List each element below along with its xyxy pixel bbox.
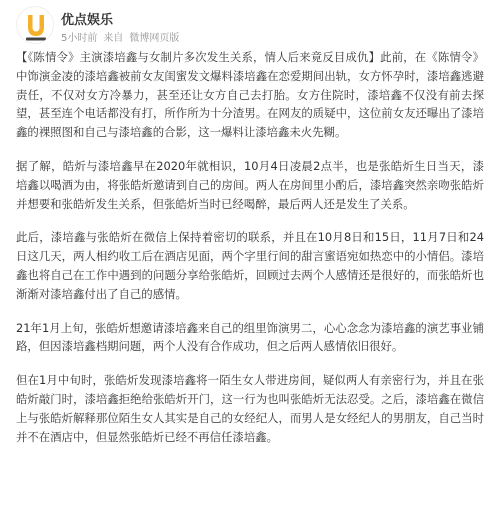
- paragraph-1: [16, 48, 484, 142]
- post-content: [16, 48, 484, 461]
- paragraph-1-text: 此前，在《陈情令》中饰演金凌的漆培鑫被前女友闺蜜发文爆料漆培鑫在恋爱期间出轨，女方怀孕时，漆培鑫逃避责任，不仅对女方冷暴力，甚至还让女方自己去打胎。女方住院时，漆培鑫不仅没有前去探望，甚至连个电话都没有打，所作所为十分渣男。在网友的质疑中，这位前女友还曝出了漆培鑫的裸照图和自己与漆培鑫的合影，这一爆料让漆培鑫未火先糊。: [16, 50, 484, 140]
- paragraph-5: 但在1月中旬时，张皓炘发现漆培鑫将一陌生女人带进房间，疑似两人有亲密行为，并且在张皓炘敲门时，漆培鑫拒绝给张皓炘开门，这一行为也叫张皓炘无法忍受。之后，漆培鑫在微信上与张皓炘解释那位陌生女人其实是自己的女经纪人，而男人是女经纪人的男朋友，自己当时并不在酒店中，但显然张皓炘已经不再信任漆培鑫。: [16, 373, 484, 444]
- author-name[interactable]: 优点娱乐: [61, 13, 114, 28]
- author-avatar[interactable]: [16, 6, 54, 44]
- post-header: [16, 6, 484, 46]
- source-prefix: 来自: [103, 33, 124, 44]
- headline: 【《陈情令》主演漆培鑫与女制片多次发生关系，情人后来竟反目成仇】: [16, 50, 381, 64]
- paragraph-3: 此后，漆培鑫与张皓炘在微信上保持着密切的联系，并且在10月8日和15日，11月7日和24日这几天，两人相约收工后在酒店见面，两个字里行间的甜言蜜语宛如热恋中的小情侣。漆培鑫也将自己在工作中遇到的问题分享给张皓炘，回顾过去两个人感情还是很好的，而张皓炘也渐渐对漆培鑫付出了自己的感情。: [16, 230, 484, 301]
- paragraph-4: 21年1月上旬，张皓炘想邀请漆培鑫来自己的组里饰演男二，心心念念为漆培鑫的演艺事业铺路，但因漆培鑫档期问题，两个人没有合作成功，但之后两人感情依旧很好。: [16, 320, 484, 354]
- post-time[interactable]: 5小时前: [61, 33, 98, 44]
- brand-logo-icon: [17, 7, 54, 44]
- post-meta: [61, 29, 185, 44]
- paragraph-2: 据了解，皓炘与漆培鑫早在2020年就相识，10月4日凌晨2点半，也是张皓炘生日当天，漆培鑫以喝酒为由，将张皓炘邀请到自己的房间。两人在房间里小酌后，漆培鑫突然亲吻张皓炘并想要和张皓炘发生关系，但张皓炘当时已经喝醉，最后两人还是发生了关系。: [16, 158, 484, 211]
- post-source: 微博网页版: [129, 33, 180, 44]
